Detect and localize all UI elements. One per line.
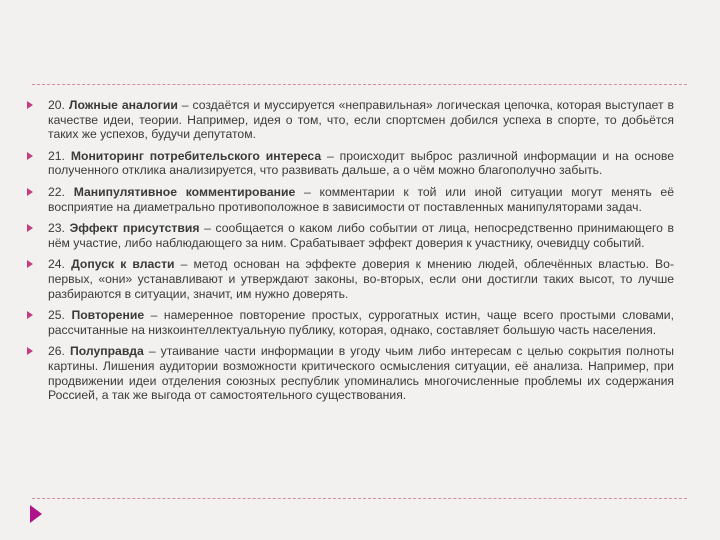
item-number: 22. [48, 184, 65, 199]
item-number: 26. [48, 344, 65, 359]
triangle-bullet-icon [27, 311, 33, 319]
item-text: – метод основан на эффекте доверия к мнению людей, облечённых властью. Во-первых, «они» устанавливают и утверждают законы, во-вторых, если они достигли таких высот, то лучше разбираются в ситуации, значит, им нужно доверять. [48, 257, 675, 301]
item-term: Допуск к власти [71, 257, 175, 272]
item-text: – намеренное повторение простых, суррогатных истин, чаще всего простыми словами, рассчитанные на низкоинтеллектуальную публику, которая, однако, составляет большую часть населения. [48, 308, 674, 337]
item-term: Мониторинг потребительского интереса [70, 148, 322, 163]
list-item-24 [24, 257, 674, 301]
item-term: Манипулятивное комментирование [73, 184, 296, 199]
bottom-divider [32, 498, 687, 499]
triangle-bullet-icon [27, 152, 33, 160]
item-term: Полуправда [69, 344, 144, 359]
item-text: – сообщается о каком либо событии от лица, непосредственно принимающего в нём участие, либо наблюдающего за ним. Срабатывает эффект доверия к участнику, очевидцу событий. [48, 221, 675, 250]
list-item-23 [24, 221, 674, 250]
triangle-bullet-icon [27, 224, 33, 232]
item-text: – создаётся и муссируется «неправильная» логическая цепочка, которая выступает в качестве идеи, теории. Например, идея о том, что, если спортсмен добился успеха в спорте, то добьётся таких же успехов, будучи депутатом. [48, 98, 674, 142]
item-term: Повторение [71, 308, 145, 323]
item-number: 24. [48, 257, 65, 272]
item-number: 21. [48, 148, 65, 163]
item-term: Ложные аналогии [68, 98, 178, 112]
item-text: – комментарии к той или иной ситуации могут менять её восприятие на диаметрально противоположное в зависимости от поставленных манипуляторами задач. [48, 184, 674, 214]
triangle-bullet-icon [27, 347, 33, 355]
list-item-26 [24, 344, 674, 402]
item-number: 23. [48, 221, 65, 236]
top-divider [32, 84, 687, 85]
triangle-bullet-icon [27, 188, 33, 196]
item-term: Эффект присутствия [69, 221, 200, 236]
triangle-bullet-icon [27, 260, 33, 268]
item-number: 20. [48, 98, 65, 112]
list-item-20 [24, 98, 674, 142]
manipulation-methods-list [24, 98, 674, 410]
list-item-21 [24, 149, 674, 178]
corner-arrow-icon [30, 505, 42, 523]
list-item-25 [24, 308, 674, 337]
item-number: 25. [48, 308, 65, 323]
item-text: – происходит выброс различной информации и на основе полученного отклика анализируется, что развивать дальше, а о чём можно благополучно забыть. [48, 148, 675, 178]
item-text: – утаивание части информации в угоду чьим либо интересам с целью сокрытия полноты картины. Лишения аудитории возможности критического осмысления ситуации, её анализа. Например, при продвижении идеи отделения союзных республик упоминались многочисленные проблемы их содержания Россией, а так же выгода от самостоятельного существования. [48, 344, 674, 403]
list-item-22 [24, 185, 674, 214]
triangle-bullet-icon [27, 101, 33, 109]
